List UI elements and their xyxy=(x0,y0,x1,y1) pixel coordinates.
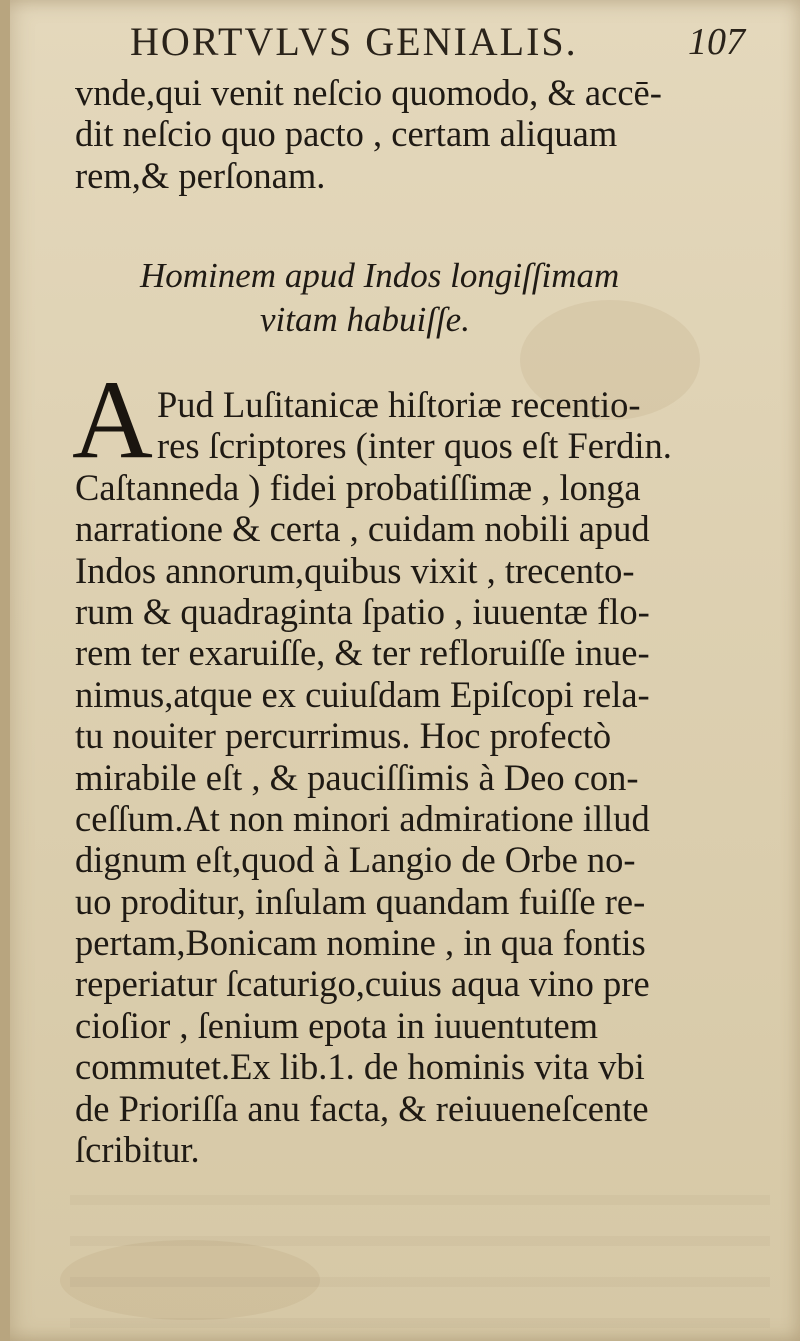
text-line: pertam,Bonicam nomine , in qua fontis xyxy=(75,922,646,964)
text-line: rum & quadraginta ſpatio , iuuentæ flo- xyxy=(75,590,650,632)
text-line: ſcribitur. xyxy=(75,1129,200,1171)
page-number: 107 xyxy=(688,21,745,63)
show-through-ink xyxy=(70,1195,770,1335)
text-line: tu nouiter percurrimus. Hoc profectò xyxy=(75,715,612,757)
text-line: ceſſum.At non minori admiratione illud xyxy=(75,797,650,839)
running-head xyxy=(130,18,770,68)
text-line: nimus,atque ex cuiuſdam Epiſcopi rela- xyxy=(75,673,650,715)
paper-stain xyxy=(60,1240,320,1320)
text-line: rem ter exaruiſſe, & ter refloruiſſe inue- xyxy=(75,632,650,674)
text-line: cioſior , ſenium epota in iuuentutem xyxy=(75,1004,599,1046)
heading-line: vitam habuiſſe. xyxy=(260,300,470,339)
text-line: rem,& perſonam. xyxy=(75,154,326,196)
text-line: reperiatur ſcaturigo,cuius aqua vino pre xyxy=(75,963,650,1005)
text-line: de Prioriſſa anu facta, & reiuueneſcente xyxy=(75,1087,649,1129)
text-line: Pud Luſitanicæ hiſtoriæ recentio- xyxy=(157,384,641,425)
text-line: dit neſcio quo pacto , certam aliquam xyxy=(75,113,618,155)
heading-line: Hominem apud Indos longiſſimam xyxy=(140,256,620,295)
page-gutter-edge xyxy=(0,0,10,1341)
main-paragraph xyxy=(75,384,755,1170)
text-line: narratione & certa , cuidam nobili apud xyxy=(75,508,650,550)
text-line: Indos annorum,quibus vixit , trecento- xyxy=(75,549,635,591)
running-title: HORTVLVS GENIALIS. xyxy=(130,19,578,64)
text-line: uo proditur, inſulam quandam fuiſſe re- xyxy=(75,880,646,922)
text-line: dignum eſt,quod à Langio de Orbe no- xyxy=(75,839,636,881)
text-line: commutet.Ex lib.1. de hominis vita vbi xyxy=(75,1046,645,1088)
text-line: res ſcriptores (inter quos eſt Ferdin. xyxy=(157,425,672,467)
text-line: vnde,qui venit neſcio quomodo, & accē- xyxy=(75,72,662,113)
intro-text-block xyxy=(75,72,755,196)
text-line: Caſtanneda ) fidei probatiſſimæ , longa xyxy=(75,466,641,508)
text-line: mirabile eſt , & pauciſſimis à Deo con- xyxy=(75,756,639,798)
drop-cap-initial: A xyxy=(72,358,153,482)
section-heading xyxy=(140,254,700,342)
